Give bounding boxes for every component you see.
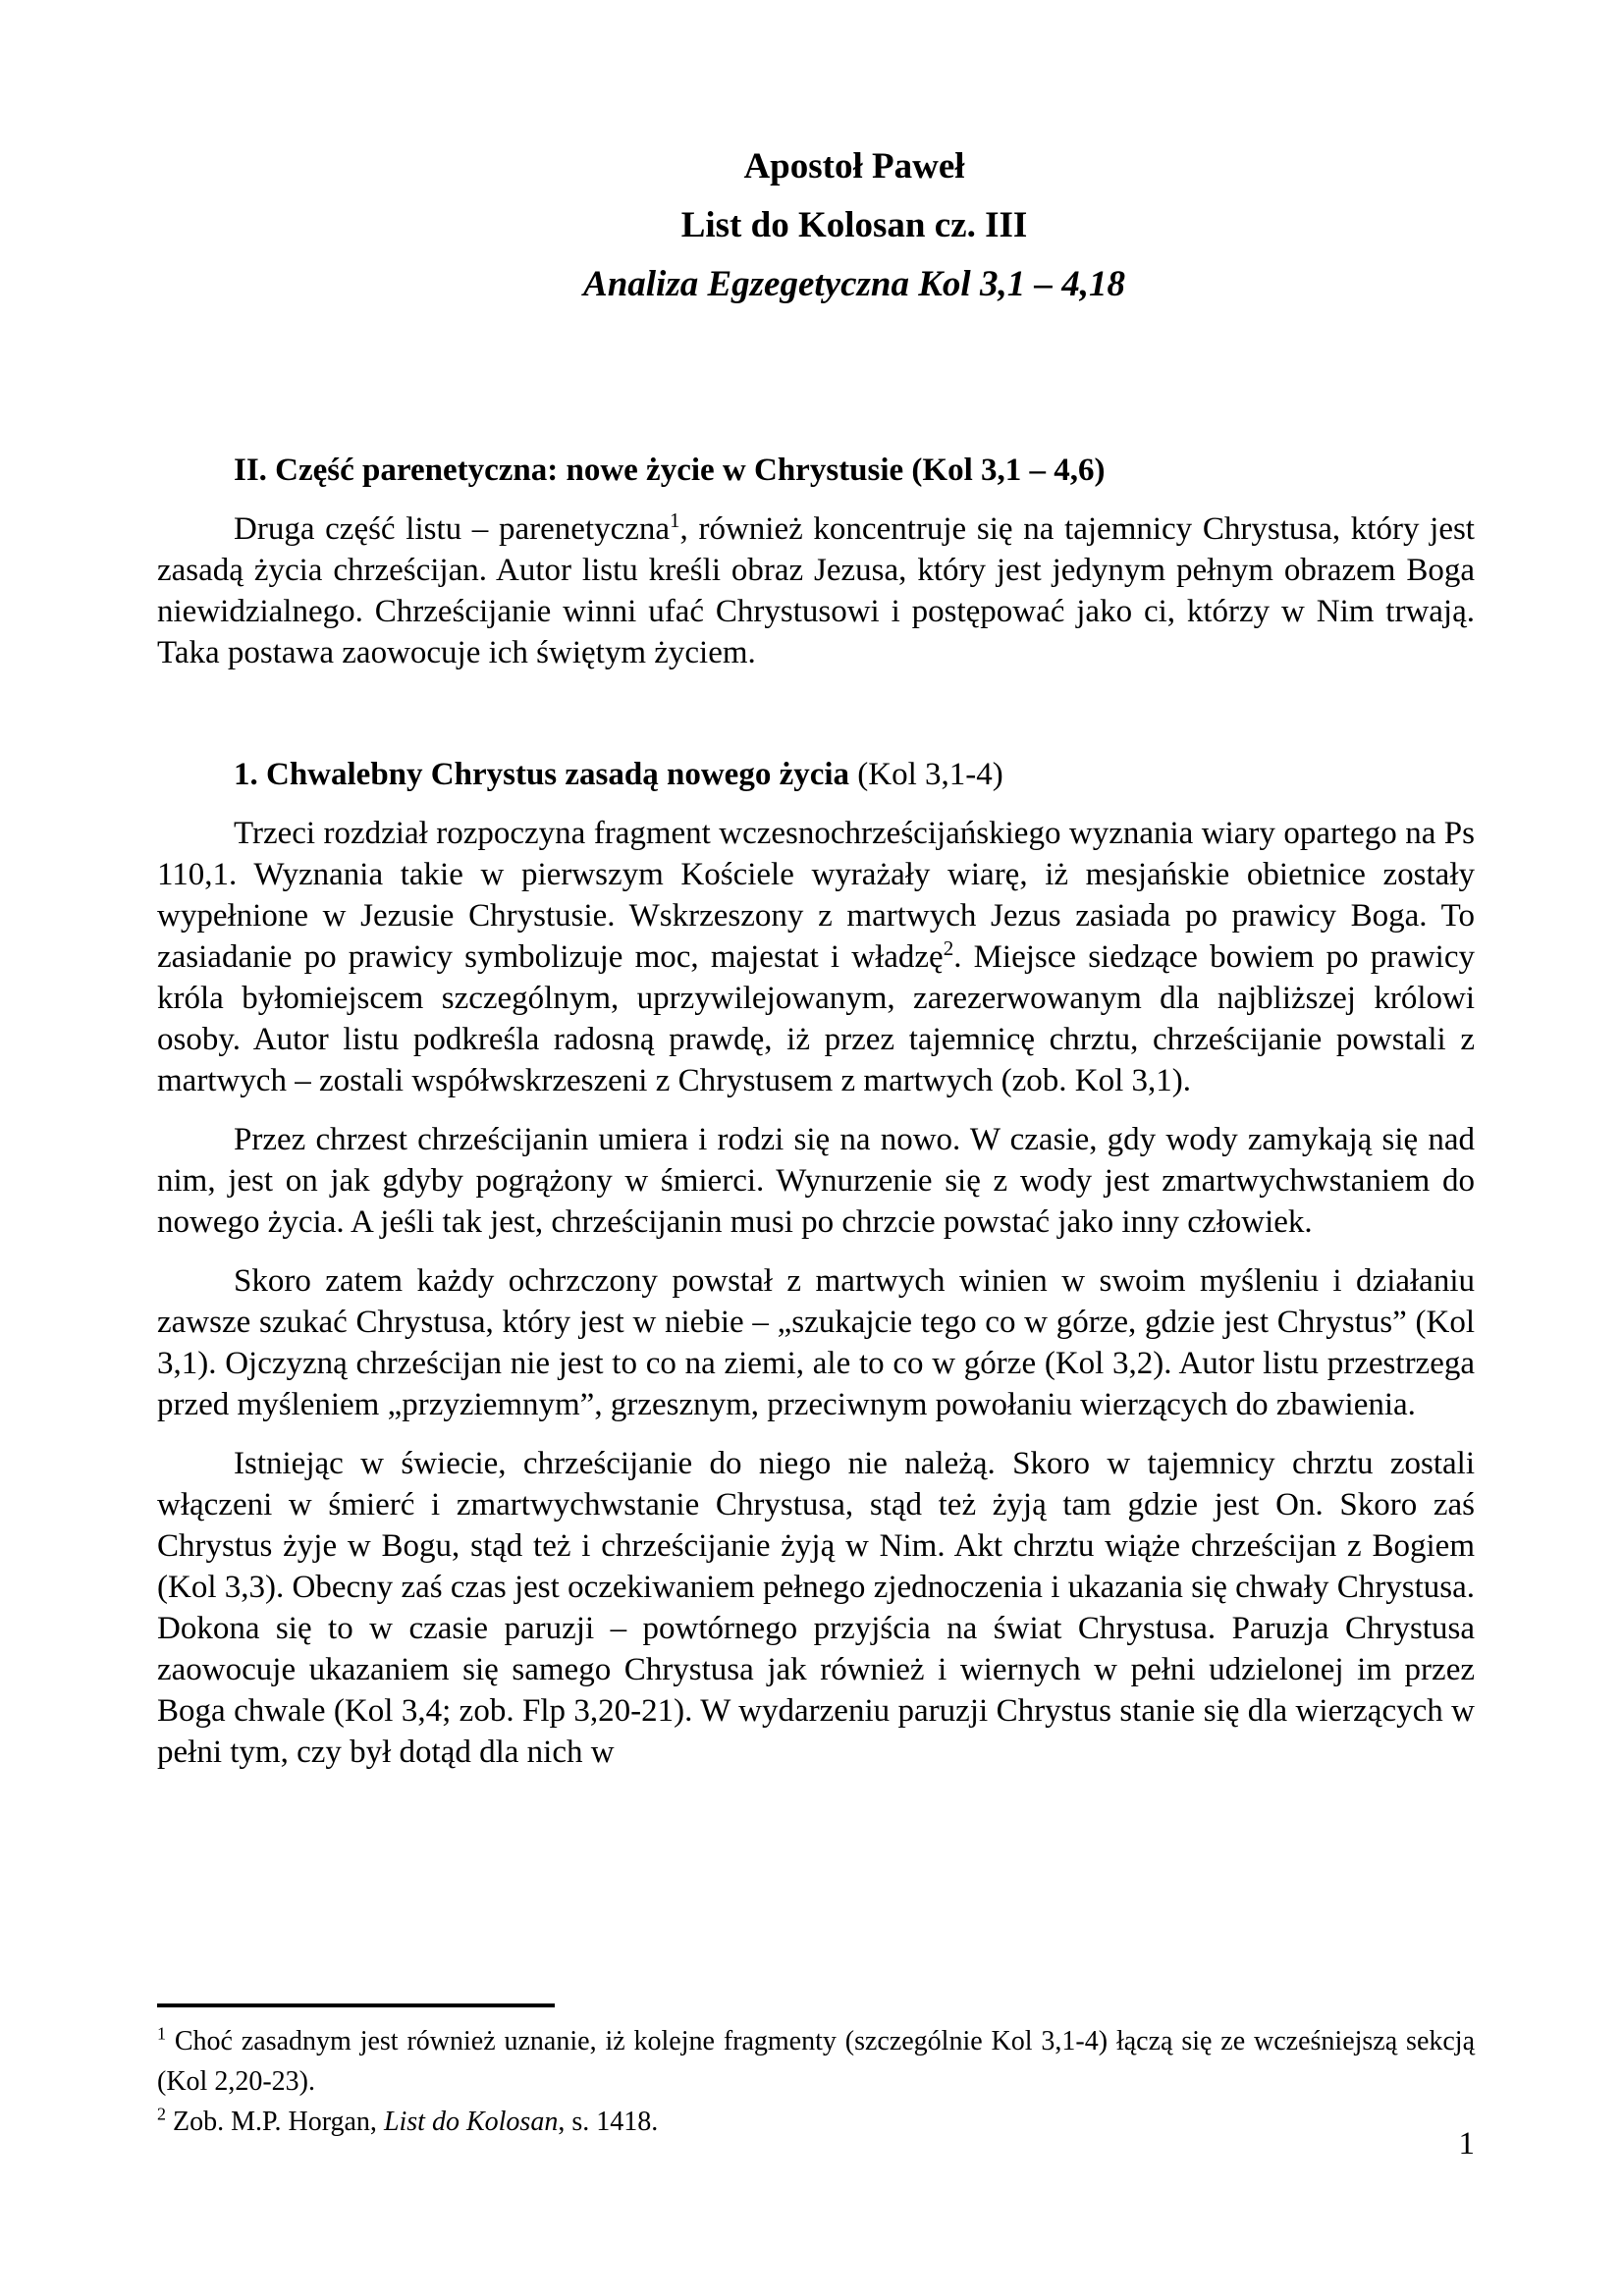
paragraph-1: [157, 508, 1475, 673]
paragraph-1-text-cont: , również koncentruje się na tajemnicy Chrystusa, który jest zasadą życia chrześcijan. Autor listu kreśli obraz Jezusa, który jest jedynym pełnym obrazem Boga niewidzialnego. Chrześcijanie winni ufać Chrystusowi i postępować jako ci, którzy w Nim trwają. Taka postawa zaowocuje ich świętym życiem.: [157, 511, 1475, 670]
title-line-2: List do Kolosan cz. III: [680, 205, 1028, 245]
footnote-2-marker: 2: [157, 2104, 166, 2124]
page-number: 1: [1458, 2126, 1475, 2162]
footnote-2-work-title: List do Kolosan: [383, 2107, 559, 2137]
footnote-2-text: Zob. M.P. Horgan,: [166, 2107, 384, 2137]
paragraph-2-text: Trzeci rozdział rozpoczyna fragment wczesnochrześcijańskiego wyznania wiary opartego na Ps 110,1. Wyznania takie w pierwszym Kościele wyrażały wiarę, iż mesjańskie obietnice zostały wypełnione w Jezusie Chrystusie. Wskrzeszony z martwych Jezus zasiada po prawicy Boga. To zasiadanie po prawicy symbolizuje moc, majestat i władzę: [157, 816, 1475, 975]
paragraph-5: Istniejąc w świecie, chrześcijanie do niego nie należą. Skoro w tajemnicy chrztu zostali włączeni w śmierć i zmartwychwstanie Chrystusa, stąd też żyją tam gdzie jest On. Skoro zaś Chrystus żyje w Bogu, stąd też i chrześcijanie żyją w Nim. Akt chrztu wiąże chrześcijan z Bogiem (Kol 3,3). Obecny zaś czas jest oczekiwaniem pełnego zjednoczenia i ukazania się chwały Chrystusa. Dokona się to w czasie paruzji – powtórnego przyjścia na świat Chrystusa. Paruzja Chrystusa zaowocuje ukazaniem się samego Chrystusa jak również i wiernych w pełni udzielonej im przez Boga chwale (Kol 3,4; zob. Flp 3,20-21). W wydarzeniu paruzji Chrystus stanie się dla wierzących w pełni tym, czy był dotąd dla nich w: [157, 1446, 1475, 1770]
subsection-heading: [234, 754, 1475, 795]
footnote-reference-1: 1: [670, 508, 680, 532]
subsection-heading-bold: 1. Chwalebny Chrystus zasadą nowego życia: [234, 757, 850, 792]
document-content: [157, 137, 1475, 1773]
title-line-3: Analiza Egzegetyczna Kol 3,1 – 4,18: [583, 264, 1125, 304]
footnote-1: [157, 2021, 1475, 2102]
footnotes-section: [157, 2003, 1475, 2142]
title-line-1: Apostoł Paweł: [743, 146, 965, 187]
paragraph-2: [157, 813, 1475, 1101]
paragraph-3: Przez chrzest chrześcijanin umiera i rodzi się na nowo. W czasie, gdy wody zamykają się nad nim, jest on jak gdyby pogrążony w śmierci. Wynurzenie się z wody jest zmartwychwstaniem do nowego życia. A jeśli tak jest, chrześcijanin musi po chrzcie powstać jako inny człowiek.: [157, 1122, 1475, 1240]
paragraph-4: Skoro zatem każdy ochrzczony powstał z martwych winien w swoim myśleniu i działaniu zawsze szukać Chrystusa, który jest w niebie – „szukajcie tego co w górze, gdzie jest Chrystus” (Kol 3,1). Ojczyzną chrześcijan nie jest to co na ziemi, ale to co w górze (Kol 3,2). Autor listu przestrzega przed myśleniem „przyziemnym”, grzesznym, przeciwnym powołaniu wierzących do zbawienia.: [157, 1263, 1475, 1422]
paragraph-1-text: Druga część listu – parenetyczna: [234, 511, 671, 547]
subsection-heading-ref: (Kol 3,1-4): [849, 757, 1003, 792]
footnote-separator: [157, 2003, 555, 2007]
section-heading: II. Część parenetyczna: nowe życie w Chrystusie (Kol 3,1 – 4,6): [234, 453, 1106, 488]
footnote-1-text: Choć zasadnym jest również uznanie, iż kolejne fragmenty (szczególnie Kol 3,1-4) łączą się ze wcześniejszą sekcją (Kol 2,20-23).: [157, 2026, 1475, 2097]
footnote-2: [157, 2102, 1475, 2142]
footnote-reference-2: 2: [943, 936, 954, 960]
footnote-2-text-cont: , s. 1418.: [558, 2107, 659, 2137]
title-block: [157, 137, 1475, 314]
footnote-1-marker: 1: [157, 2023, 166, 2044]
paragraph-2-text-cont: . Miejsce siedzące bowiem po prawicy króla byłomiejscem szczególnym, uprzywilejowanym, zarezerwowanym dla najbliższej królowi osoby. Autor listu podkreśla radosną prawdę, iż przez tajemnicę chrztu, chrześcijanie powstali z martwych – zostali współwskrzeszeni z Chrystusem z martwych (zob. Kol 3,1).: [157, 939, 1475, 1098]
